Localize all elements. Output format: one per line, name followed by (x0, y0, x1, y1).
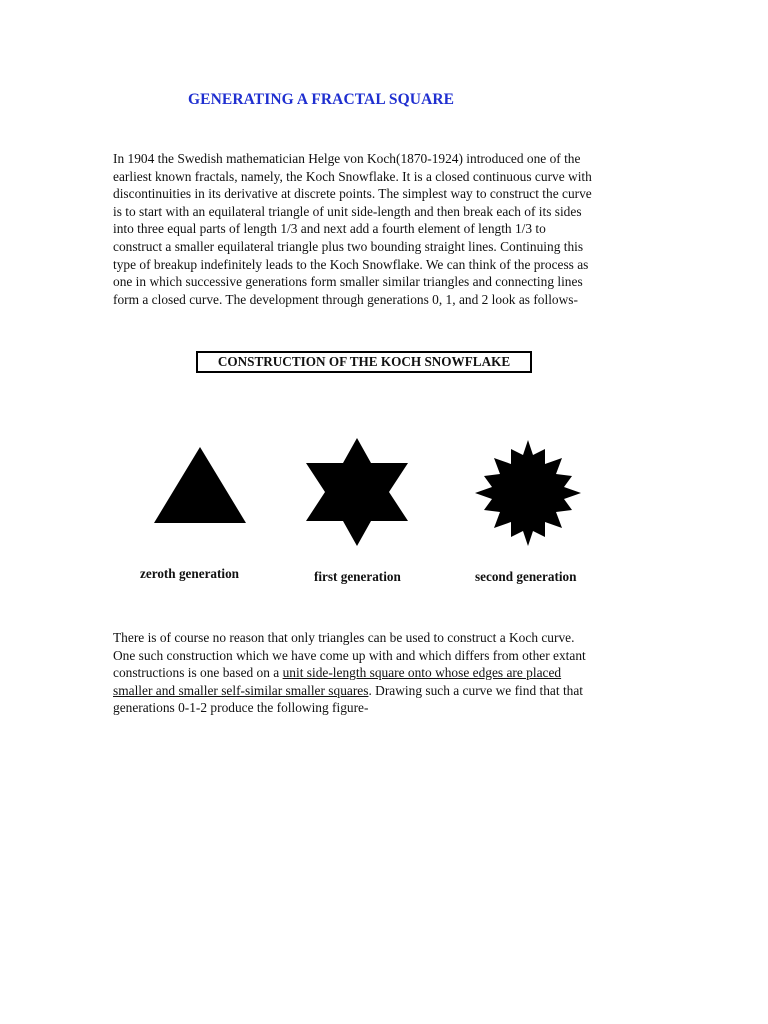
snowflake-gen2-icon (472, 438, 584, 548)
underlined-text: smaller and smaller self-similar smaller squares (113, 682, 369, 698)
intro-line: into three equal parts of length 1/3 and next add a fourth element of length 1/3 to (113, 221, 546, 237)
star-gen1-icon (302, 436, 412, 548)
plain-text: . Drawing such a curve we find that that (368, 682, 584, 698)
square-line (113, 664, 653, 682)
second-generation-label: second generation (475, 569, 577, 584)
intro-line: In 1904 the Swedish mathematician Helge von Koch(1870-1924) introduced one of the (113, 151, 581, 166)
square-line (113, 682, 653, 700)
plain-text: constructions is one based on a (113, 665, 283, 681)
intro-line: earliest known fractals, namely, the Koch Snowflake. It is a closed continuous curve with (113, 168, 592, 184)
square-construction-paragraph (113, 629, 653, 717)
zeroth-generation-label: zeroth generation (140, 566, 240, 581)
intro-line: type of breakup indefinitely leads to the Koch Snowflake. We can think of the process as (113, 256, 589, 272)
triangle-gen0-icon (150, 444, 250, 526)
intro-line: discontinuities in its derivative at discrete points. The simplest way to construct the curve (113, 186, 592, 202)
underlined-text: unit side-length square onto whose edges are placed (282, 665, 562, 681)
figure-caption: CONSTRUCTION OF THE KOCH SNOWFLAKE (196, 351, 532, 373)
square-line: One such construction which we have come up with and which differs from other extant (113, 647, 586, 663)
page-title: GENERATING A FRACTAL SQUARE (188, 91, 455, 108)
intro-line: is to start with an equilateral triangle of unit side-length and then break each of its sides (113, 203, 582, 219)
intro-paragraph (113, 150, 653, 308)
intro-line: one in which successive generations form smaller similar triangles and connecting lines (113, 274, 583, 290)
intro-line: form a closed curve. The development through generations 0, 1, and 2 look as follows- (113, 291, 578, 307)
intro-line: construct a smaller equilateral triangle plus two bounding straight lines. Continuing this (113, 238, 584, 254)
first-generation-label: first generation (314, 569, 401, 584)
square-line: There is of course no reason that only triangles can be used to construct a Koch curve. (113, 630, 575, 645)
square-line: generations 0-1-2 produce the following figure- (113, 700, 369, 716)
